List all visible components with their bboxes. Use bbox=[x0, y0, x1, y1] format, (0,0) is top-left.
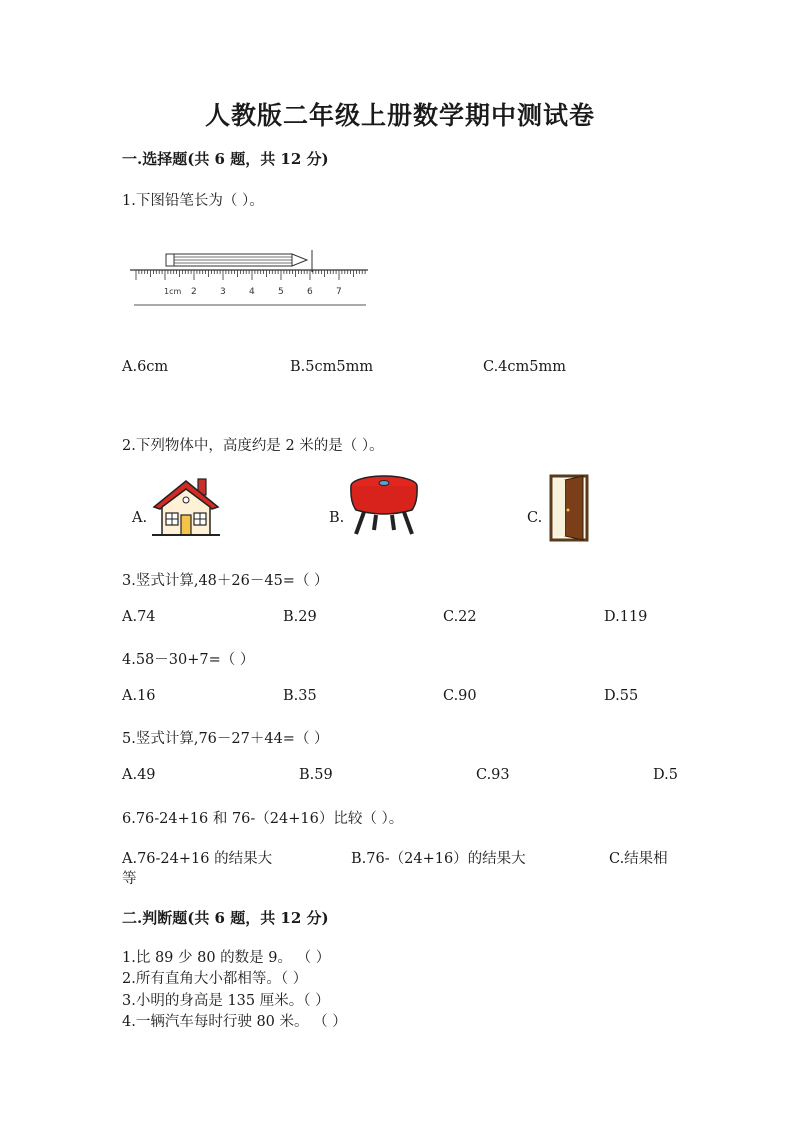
q1-option-c[interactable]: C.4cm5mm bbox=[483, 359, 567, 375]
q5-option-d[interactable]: D.5 bbox=[653, 767, 678, 783]
section-heading-judgement: 二.判断题(共 6 题，共 12 分) bbox=[122, 909, 329, 927]
table-icon bbox=[346, 472, 422, 540]
pencil-ruler-figure bbox=[126, 244, 376, 312]
judgement-item-1: 1.比 89 少 80 的数是 9。 （ ） bbox=[122, 950, 331, 966]
ruler-label-7: 7 bbox=[336, 287, 342, 297]
q2-option-c[interactable]: C. bbox=[527, 510, 543, 526]
ruler-label-6: 6 bbox=[307, 287, 313, 297]
ruler-label-2: 2 bbox=[191, 287, 197, 297]
q4-option-d[interactable]: D.55 bbox=[604, 688, 639, 704]
q2-option-b[interactable]: B. bbox=[329, 510, 345, 526]
question-3-stem: 3.竖式计算,48＋26－45=（ ） bbox=[122, 573, 329, 589]
page-title: 人教版二年级上册数学期中测试卷 bbox=[204, 101, 595, 130]
question-2-stem: 2.下列物体中，高度约是 2 米的是（ ）。 bbox=[122, 438, 384, 454]
ruler-label-1cm: 1cm bbox=[164, 287, 182, 296]
q3-option-a[interactable]: A.74 bbox=[122, 609, 156, 625]
pencil-icon bbox=[166, 250, 312, 272]
house-icon bbox=[150, 473, 222, 539]
ruler-label-4: 4 bbox=[249, 287, 255, 297]
q2-option-a[interactable]: A. bbox=[132, 510, 148, 526]
q1-option-b[interactable]: B.5cm5mm bbox=[290, 359, 374, 375]
question-6-stem: 6.76-24+16 和 76-（24+16）比较（ ）。 bbox=[122, 811, 404, 827]
judgement-item-4: 4.一辆汽车每时行驶 80 米。 （ ） bbox=[122, 1014, 347, 1030]
q4-option-c[interactable]: C.90 bbox=[443, 688, 477, 704]
q6-option-b[interactable]: B.76-（24+16）的结果大 bbox=[351, 851, 526, 867]
section-heading-choice: 一.选择题(共 6 题，共 12 分) bbox=[122, 150, 329, 168]
q5-option-c[interactable]: C.93 bbox=[476, 767, 510, 783]
q3-option-d[interactable]: D.119 bbox=[604, 609, 648, 625]
question-5-stem: 5.竖式计算,76－27＋44=（ ） bbox=[122, 731, 329, 747]
q6-option-c[interactable]: C.结果相 bbox=[609, 851, 668, 867]
q1-option-a[interactable]: A.6cm bbox=[122, 359, 169, 375]
q4-option-b[interactable]: B.35 bbox=[283, 688, 317, 704]
judgement-item-3: 3.小明的身高是 135 厘米。（ ） bbox=[122, 993, 330, 1009]
q3-option-b[interactable]: B.29 bbox=[283, 609, 317, 625]
q6-option-c-wrap: 等 bbox=[122, 871, 137, 887]
door-icon bbox=[545, 474, 591, 542]
question-1-stem: 1.下图铅笔长为（ ）。 bbox=[122, 193, 264, 209]
q3-option-c[interactable]: C.22 bbox=[443, 609, 477, 625]
ruler-labels bbox=[164, 287, 342, 297]
judgement-item-2: 2.所有直角大小都相等。（ ） bbox=[122, 971, 308, 987]
question-4-stem: 4.58－30+7=（ ） bbox=[122, 652, 255, 668]
q4-option-a[interactable]: A.16 bbox=[122, 688, 156, 704]
q5-option-a[interactable]: A.49 bbox=[122, 767, 156, 783]
ruler-label-5: 5 bbox=[278, 287, 284, 297]
q5-option-b[interactable]: B.59 bbox=[299, 767, 333, 783]
q6-option-a[interactable]: A.76-24+16 的结果大 bbox=[122, 851, 273, 867]
ruler-label-3: 3 bbox=[220, 287, 226, 297]
